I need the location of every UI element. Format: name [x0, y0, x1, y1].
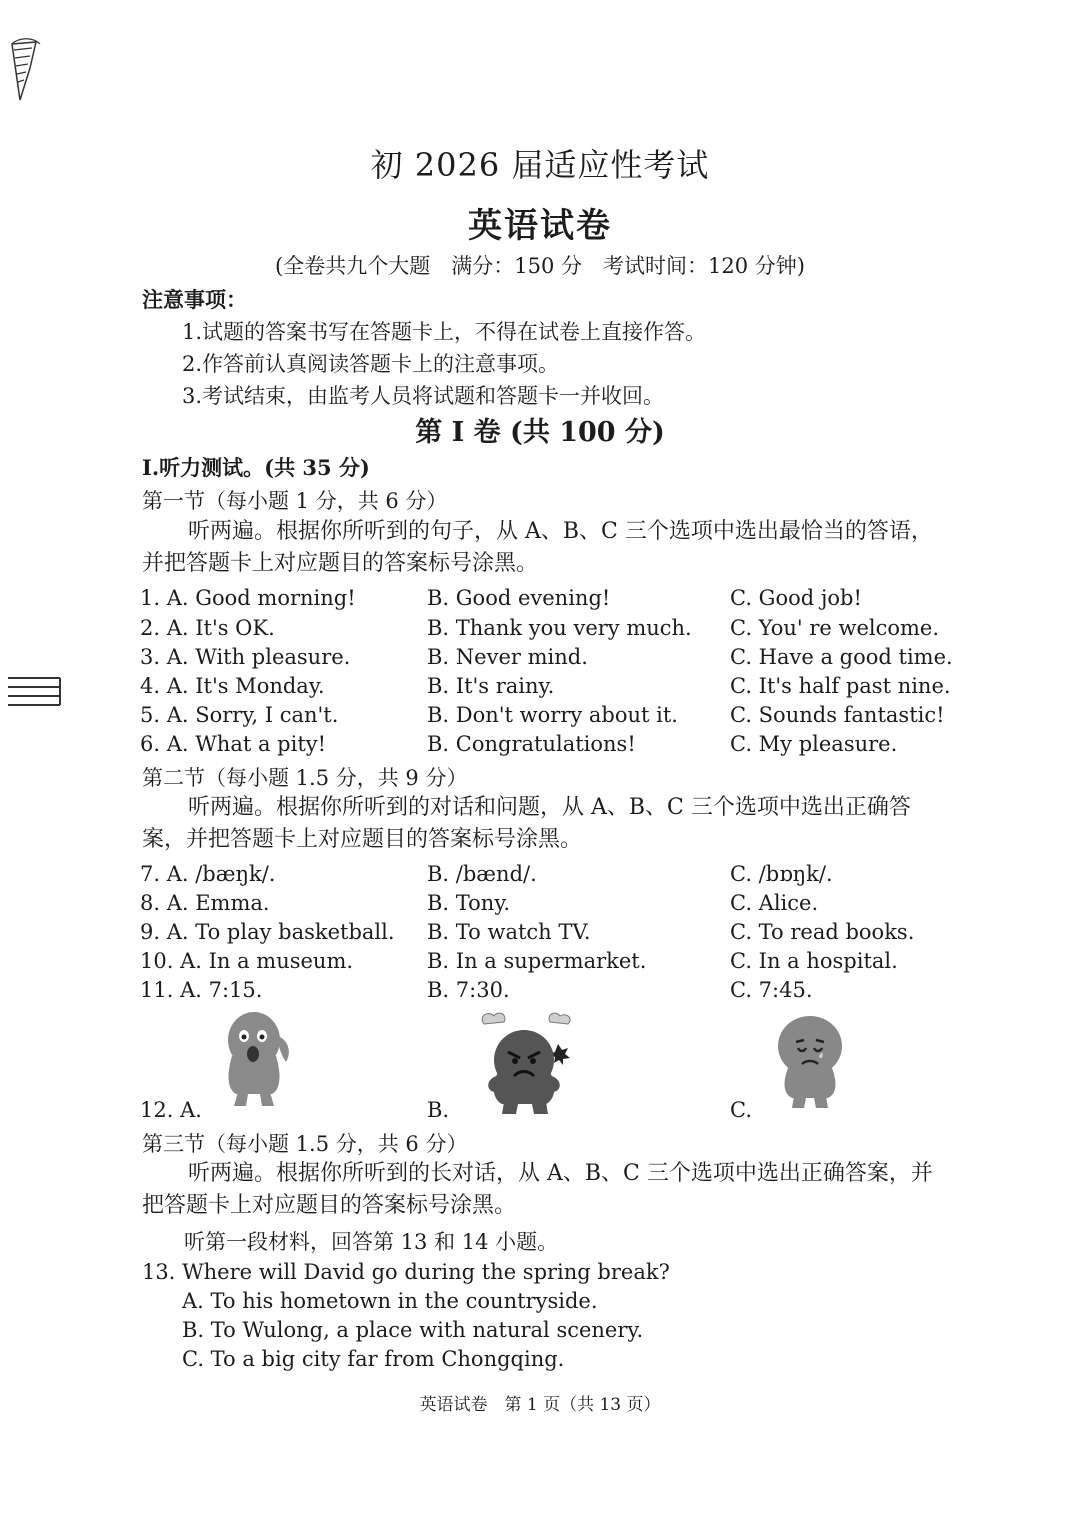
q9-option-b: B. To watch TV.: [427, 920, 591, 944]
q13-option-b: B. To Wulong, a place with natural scenery.: [182, 1318, 644, 1342]
q1-option-a: 1. A. Good morning!: [140, 586, 356, 610]
q10-option-c: C. In a hospital.: [730, 949, 898, 973]
notes-heading: 注意事项：: [142, 287, 247, 312]
q5-option-c: C. Sounds fantastic!: [730, 703, 945, 727]
q7-option-c: C. /bɒŋk/.: [730, 862, 833, 886]
margin-lines-icon: [8, 674, 62, 714]
part2-instruction: 听两遍。根据你所听到的对话和问题，从 A、B、C 三个选项中选出正确答案，并把答题卡上对应题目的答案标号涂黑。: [142, 795, 911, 852]
part1-title: 第一节（每小题 1 分，共 6 分）: [142, 489, 448, 513]
note-item: 3.考试结束，由监考人员将试题和答题卡一并收回。: [182, 384, 665, 408]
q8-option-a: 8. A. Emma.: [140, 891, 270, 915]
q10-option-b: B. In a supermarket.: [427, 949, 647, 973]
part3-instruction: 听两遍。根据你所听到的长对话，从 A、B、C 三个选项中选出正确答案，并把答题卡上对应题目的答案标号涂黑。: [142, 1161, 933, 1218]
corner-sketch-icon: [6, 38, 46, 106]
q3-option-c: C. Have a good time.: [730, 645, 953, 669]
q6-option-c: C. My pleasure.: [730, 732, 898, 756]
q4-option-a: 4. A. It's Monday.: [140, 674, 325, 698]
q7-option-a: 7. A. /bæŋk/.: [140, 862, 276, 886]
q11-option-b: B. 7:30.: [427, 978, 510, 1002]
q1-option-b: B. Good evening!: [427, 586, 611, 610]
q2-option-b: B. Thank you very much.: [427, 616, 692, 640]
q13-option-c: C. To a big city far from Chongqing.: [182, 1347, 565, 1371]
q1-option-c: C. Good job!: [730, 586, 862, 610]
q11-option-a: 11. A. 7:15.: [140, 978, 263, 1002]
section-title: Ⅰ.听力测试。(共 35 分): [142, 455, 370, 480]
q12-option-b: B.: [427, 1098, 450, 1122]
q13-option-a: A. To his hometown in the countryside.: [182, 1289, 598, 1313]
exam-title-top: 初 2026 届适应性考试: [370, 146, 710, 184]
q9-option-c: C. To read books.: [730, 920, 915, 944]
exam-title-main: 英语试卷: [468, 206, 612, 246]
q2-option-c: C. You' re welcome.: [730, 616, 940, 640]
q12-option-a: 12. A.: [140, 1098, 202, 1122]
q9-option-a: 9. A. To play basketball.: [140, 920, 395, 944]
q13-question: 13. Where will David go during the spring break?: [142, 1260, 670, 1284]
q12-option-c: C.: [730, 1098, 752, 1122]
exam-subtitle: (全卷共九个大题 满分：150 分 考试时间：120 分钟): [275, 254, 805, 278]
q2-option-a: 2. A. It's OK.: [140, 616, 275, 640]
q5-option-b: B. Don't worry about it.: [427, 703, 678, 727]
q6-option-a: 6. A. What a pity!: [140, 732, 327, 756]
q3-option-a: 3. A. With pleasure.: [140, 645, 351, 669]
q4-option-c: C. It's half past nine.: [730, 674, 951, 698]
part1-instruction: 听两遍。根据你所听到的句子，从 A、B、C 三个选项中选出最恰当的答语，并把答题卡上对应题目的答案标号涂黑。: [142, 519, 933, 576]
q5-option-a: 5. A. Sorry, I can't.: [140, 703, 339, 727]
surprised-face-icon: [216, 1006, 298, 1110]
q3-option-b: B. Never mind.: [427, 645, 588, 669]
angry-face-icon: [476, 1010, 578, 1116]
volume-title: 第 I 卷 (共 100 分): [415, 417, 665, 448]
q8-option-b: B. Tony.: [427, 891, 511, 915]
q4-option-b: B. It's rainy.: [427, 674, 555, 698]
note-item: 2.作答前认真阅读答题卡上的注意事项。: [182, 352, 560, 376]
sad-face-icon: [772, 1014, 846, 1110]
part3-title: 第三节（每小题 1.5 分，共 6 分）: [142, 1132, 468, 1156]
page-footer: 英语试卷 第 1 页（共 13 页）: [419, 1395, 661, 1415]
material-note: 听第一段材料，回答第 13 和 14 小题。: [184, 1230, 559, 1254]
part2-title: 第二节（每小题 1.5 分，共 9 分）: [142, 766, 468, 790]
q10-option-a: 10. A. In a museum.: [140, 949, 354, 973]
q6-option-b: B. Congratulations!: [427, 732, 636, 756]
q11-option-c: C. 7:45.: [730, 978, 813, 1002]
note-item: 1.试题的答案书写在答题卡上，不得在试卷上直接作答。: [182, 320, 707, 344]
q8-option-c: C. Alice.: [730, 891, 819, 915]
q7-option-b: B. /bænd/.: [427, 862, 537, 886]
